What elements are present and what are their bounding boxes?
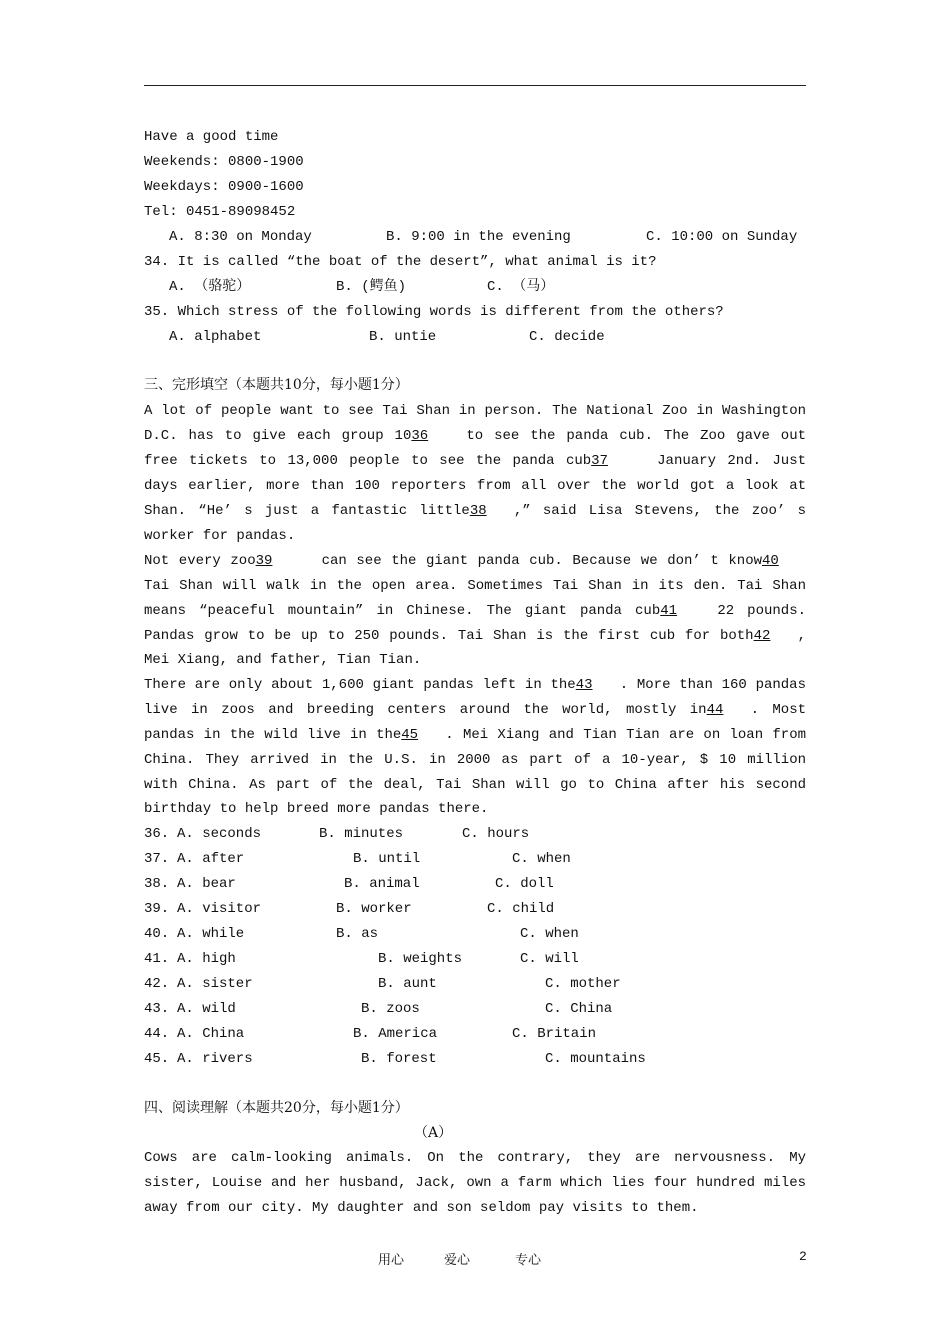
text-segment: means “peaceful mountain” in Chinese. The giant panda cub bbox=[144, 603, 661, 619]
question-35: 35. Which stress of the following words is different from the others? bbox=[144, 304, 724, 320]
footer-word: 爱心 bbox=[444, 1253, 471, 1268]
text-segment: B. forest bbox=[361, 1051, 437, 1067]
passage-label: （A） bbox=[414, 1125, 453, 1141]
passage-line bbox=[144, 501, 806, 521]
blank-43: 43 bbox=[575, 677, 593, 693]
text-segment: 22 pounds. bbox=[717, 603, 806, 619]
text-segment: 41. bbox=[144, 951, 170, 967]
text-segment: B. until bbox=[353, 851, 421, 867]
text-segment: Not every zoo bbox=[144, 553, 256, 569]
option-row bbox=[144, 874, 806, 894]
text-segment: C. when bbox=[520, 926, 579, 942]
text-segment: . More than 160 pandas bbox=[619, 677, 806, 693]
text-segment: , bbox=[797, 628, 806, 644]
text-segment: 44. bbox=[144, 1026, 170, 1042]
text-segment: 36. bbox=[144, 826, 170, 842]
option-b: B. (鳄鱼) bbox=[336, 279, 407, 295]
q33-options bbox=[144, 227, 806, 247]
text-segment: D.C. has to give each group 10 bbox=[144, 428, 412, 444]
text-segment: C. mother bbox=[545, 976, 621, 992]
passage-line: Cows are calm-looking animals. On the contrary, they are nervousness. My bbox=[144, 1150, 806, 1166]
text-segment: 45. bbox=[144, 1051, 170, 1067]
text-segment: B. weights bbox=[378, 951, 463, 967]
text-segment: pandas in the wild live in the bbox=[144, 727, 402, 743]
text-segment: A. China bbox=[177, 1026, 245, 1042]
passage-line bbox=[144, 725, 806, 745]
page-number: 2 bbox=[799, 1249, 807, 1264]
text-segment: A. high bbox=[177, 951, 236, 967]
blank-41: 41 bbox=[660, 603, 678, 619]
footer-word: 用心 bbox=[378, 1253, 405, 1268]
passage-line: Mei Xiang, and father, Tian Tian. bbox=[144, 652, 422, 668]
blank-40: 40 bbox=[762, 553, 779, 569]
text-segment: A. rivers bbox=[177, 1051, 253, 1067]
option-row bbox=[144, 974, 806, 994]
text-segment: 43. bbox=[144, 1001, 170, 1017]
header-rule bbox=[144, 85, 806, 86]
text-segment: B. as bbox=[336, 926, 379, 942]
notice-line: Tel: 0451-89098452 bbox=[144, 204, 296, 220]
text-segment: C. when bbox=[512, 851, 571, 867]
text-segment: can see the giant panda cub. Because we don’ t know bbox=[321, 553, 762, 569]
text-segment: B. aunt bbox=[378, 976, 437, 992]
passage-line: China. They arrived in the U.S. in 2000 as part of a 10-year, $ 10 million bbox=[144, 752, 806, 768]
blank-44: 44 bbox=[706, 702, 724, 718]
option-a: A. （骆驼） bbox=[169, 279, 251, 295]
text-segment: B. zoos bbox=[361, 1001, 420, 1017]
notice-line: Weekends: 0800-1900 bbox=[144, 154, 304, 170]
passage-line bbox=[144, 601, 806, 621]
text-segment: A. seconds bbox=[177, 826, 262, 842]
passage-line: Tai Shan will walk in the open area. Sometimes Tai Shan in its den. Tai Shan bbox=[144, 578, 806, 594]
option-row bbox=[144, 849, 806, 869]
passage-line: A lot of people want to see Tai Shan in person. The National Zoo in Washington bbox=[144, 403, 806, 419]
passage-line: sister, Louise and her husband, Jack, own a farm which lies four hundred miles bbox=[144, 1175, 806, 1191]
passage-line bbox=[144, 426, 806, 446]
text-segment: B. minutes bbox=[319, 826, 404, 842]
blank-42: 42 bbox=[753, 628, 771, 644]
option-a: A. 8:30 on Monday bbox=[169, 229, 312, 245]
passage-line bbox=[144, 626, 806, 646]
notice-line: Weekdays: 0900-1600 bbox=[144, 179, 304, 195]
option-row bbox=[144, 924, 806, 944]
text-segment: live in zoos and breeding centers around the world, mostly in bbox=[144, 702, 707, 718]
text-segment: C. child bbox=[487, 901, 555, 917]
text-segment: A. bear bbox=[177, 876, 236, 892]
text-segment: 42. bbox=[144, 976, 170, 992]
blank-36: 36 bbox=[411, 428, 429, 444]
option-row bbox=[144, 999, 806, 1019]
notice-line: Have a good time bbox=[144, 129, 279, 145]
text-segment: 40. bbox=[144, 926, 170, 942]
option-a: A. alphabet bbox=[169, 329, 262, 345]
text-segment: . Most bbox=[750, 702, 806, 718]
text-segment: C. hours bbox=[462, 826, 530, 842]
blank-39: 39 bbox=[255, 553, 273, 569]
text-segment: . Mei Xiang and Tian Tian are on loan from bbox=[445, 727, 806, 743]
blank-45: 45 bbox=[401, 727, 419, 743]
passage-line: with China. As part of the deal, Tai Shan will go to China after his second bbox=[144, 777, 806, 793]
text-segment: ,” said Lisa Stevens, the zoo’ s bbox=[513, 503, 806, 519]
passage-line: away from our city. My daughter and son seldom pay visits to them. bbox=[144, 1200, 699, 1216]
question-34: 34. It is called “the boat of the desert”, what animal is it? bbox=[144, 254, 657, 270]
blank-38: 38 bbox=[469, 503, 487, 519]
option-c: C. decide bbox=[529, 329, 605, 345]
text-segment: B. America bbox=[353, 1026, 438, 1042]
option-row bbox=[144, 949, 806, 969]
text-segment: Pandas grow to be up to 250 pounds. Tai Shan is the first cub for both bbox=[144, 628, 754, 644]
text-segment: C. will bbox=[520, 951, 579, 967]
option-c: C. 10:00 on Sunday bbox=[646, 229, 798, 245]
blank-37: 37 bbox=[591, 453, 608, 469]
text-segment: 38. bbox=[144, 876, 170, 892]
passage-line bbox=[144, 551, 806, 571]
section-4-heading: 四、阅读理解（本题共20分，每小题1分） bbox=[144, 1100, 409, 1116]
text-segment: A. while bbox=[177, 926, 245, 942]
passage-line bbox=[144, 451, 806, 471]
text-segment: A. wild bbox=[177, 1001, 236, 1017]
option-row bbox=[144, 899, 806, 919]
option-row bbox=[144, 824, 806, 844]
passage-line: birthday to help breed more pandas there. bbox=[144, 801, 489, 817]
text-segment: B. animal bbox=[344, 876, 420, 892]
text-segment: 39. bbox=[144, 901, 170, 917]
option-row bbox=[144, 1024, 806, 1044]
section-3-heading: 三、完形填空（本题共10分，每小题1分） bbox=[144, 377, 409, 393]
text-segment: to see the panda cub. The Zoo gave out bbox=[466, 428, 806, 444]
text-segment: Shan. “He’ s just a fantastic little bbox=[144, 503, 470, 519]
passage-line bbox=[144, 675, 806, 695]
passage-line bbox=[144, 700, 806, 720]
option-row bbox=[144, 1049, 806, 1069]
q34-options bbox=[144, 277, 806, 297]
text-segment: C. China bbox=[545, 1001, 613, 1017]
text-segment: free tickets to 13,000 people to see the panda cub bbox=[144, 453, 592, 469]
text-segment: A. after bbox=[177, 851, 245, 867]
option-c: C. （马） bbox=[487, 279, 555, 295]
text-segment: January 2nd. Just bbox=[657, 453, 806, 469]
text-segment: B. worker bbox=[336, 901, 412, 917]
text-segment: 37. bbox=[144, 851, 170, 867]
q35-options bbox=[144, 327, 806, 347]
text-segment: C. mountains bbox=[545, 1051, 646, 1067]
text-segment: A. visitor bbox=[177, 901, 262, 917]
text-segment: There are only about 1,600 giant pandas left in the bbox=[144, 677, 576, 693]
option-b: B. untie bbox=[369, 329, 437, 345]
text-segment: C. doll bbox=[495, 876, 554, 892]
passage-line: worker for pandas. bbox=[144, 528, 296, 544]
footer-word: 专心 bbox=[515, 1253, 542, 1268]
text-segment: C. Britain bbox=[512, 1026, 597, 1042]
passage-line: days earlier, more than 100 reporters from all over the world got a look at bbox=[144, 478, 806, 494]
text-segment: A. sister bbox=[177, 976, 253, 992]
option-b: B. 9:00 in the evening bbox=[386, 229, 571, 245]
